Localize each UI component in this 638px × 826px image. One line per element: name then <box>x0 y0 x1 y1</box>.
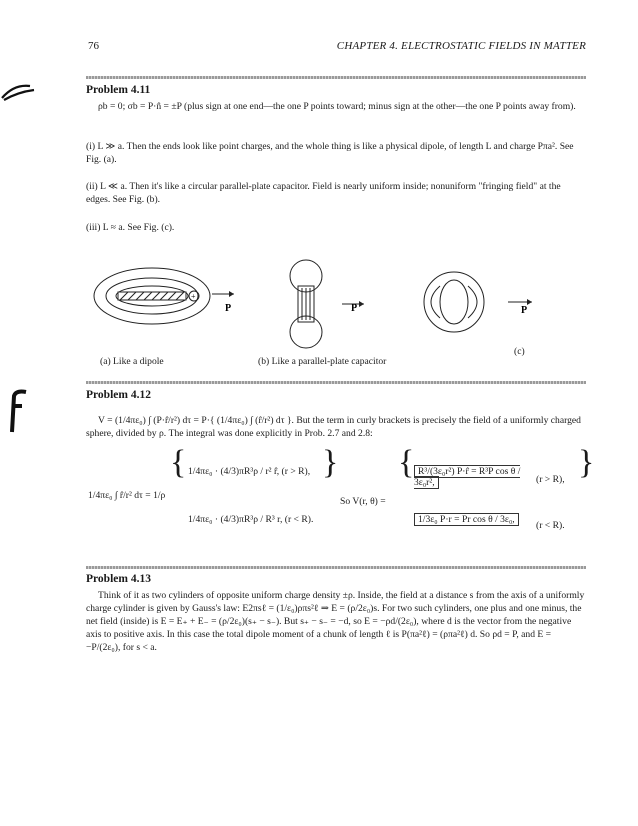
condition-outside: (r > R), <box>536 474 565 485</box>
left-brace: { <box>398 444 415 481</box>
problem-text: (iii) L ≈ a. See Fig. (c). <box>86 222 175 233</box>
svg-text:P: P <box>225 303 232 314</box>
problem-title: Problem 4.11 <box>86 84 151 96</box>
left-brace: { <box>170 444 187 481</box>
potential-case-inside <box>414 514 534 525</box>
svg-text:P: P <box>521 305 528 316</box>
figure-caption: (a) Like a dipole <box>100 356 164 367</box>
boxed-result: R³/(3ε₀r²) P·r̂ = R³P cos θ / 3ε₀r², <box>414 466 521 488</box>
figure-caption: (b) Like a parallel-plate capacitor <box>258 356 387 367</box>
p-vector-label <box>520 302 540 316</box>
potential-case-outside <box>414 466 534 488</box>
svg-text:P: P <box>351 303 358 314</box>
problem-text: (ii) L ≪ a. Then it's like a circular parallel-plate capacitor. Field is nearly uniform inside; nonuniform "fringing field" at the edges. See Fig. (b). <box>86 181 561 205</box>
chapter-title: CHAPTER 4. ELECTROSTATIC FIELDS IN MATTER <box>336 40 586 52</box>
right-brace: } <box>322 444 339 481</box>
potential-label: So V(r, θ) = <box>340 496 386 507</box>
integral-lhs: 1/4πε₀ ∫ r̂/r² dτ = 1/ρ <box>88 490 166 501</box>
field-case-outside: 1/4πε₀ · (4/3)πR³ρ / r² r̂, (r > R), <box>188 466 311 477</box>
boxed-result: 1/3ε₀ P·r = Pr cos θ / 3ε₀, <box>414 513 519 526</box>
p-vector-label <box>350 300 370 314</box>
problem-text: Think of it as two cylinders of opposite uniform charge density ±ρ. Inside, the field at a distance s from the axis of a uniformly charge cylinder is given by Gauss's law: E2πsℓ = (1/ε₀)ρπs²ℓ ⇒ E = (ρ/2ε₀)s. For two such cylinders, one plus and one minus, the net field (inside) is E = E₊ + E₋ = (ρ/2ε₀)(s₊ − s₋). But s₊ − s₋ = −d, so E = −ρd/(2ε₀), where d is the vector from the negative axis to positive axis. In this case the total dipole moment of a chunk of length ℓ is P(πa²ℓ) = (ρπa²ℓ) d. So ρd = P, and E = −P/(2ε₀), for s < a. <box>86 590 585 653</box>
problem-text: (i) L ≫ a. Then the ends look like point charges, and the whole thing is like a physical dipole, of length L and charge Pπa². See Fig. (a). <box>86 141 574 165</box>
right-brace: } <box>578 444 595 481</box>
problem-text: V = (1/4πε₀) ∫ (P·r̂/r²) dτ = P·{ (1/4πε₀) ∫ (r̂/r²) dτ }. But the term in curly brackets is precisely the field of a uniformly charged sphere, divided by ρ. The integral was done explicitly in Prob. 2.7 and 2.8: <box>86 415 581 439</box>
page-number: 76 <box>88 40 99 52</box>
p-vector-label <box>224 300 244 314</box>
pen-mark <box>4 388 30 434</box>
condition-inside: (r < R). <box>536 520 565 531</box>
problem-title: Problem 4.12 <box>86 389 151 401</box>
problem-title: Problem 4.13 <box>86 573 151 585</box>
svg-text:+: + <box>191 292 196 301</box>
pen-mark <box>0 80 40 110</box>
field-case-inside: 1/4πε₀ · (4/3)πR³ρ / R³ r, (r < R). <box>188 514 314 525</box>
section-rule <box>86 76 586 79</box>
section-rule <box>86 566 586 569</box>
figure-caption: (c) <box>514 346 525 357</box>
problem-text: ρb = 0; σb = P·n̂ = ±P (plus sign at one end—the one P points toward; minus sign at the other—the one P points away from). <box>98 101 576 112</box>
section-rule <box>86 381 586 384</box>
